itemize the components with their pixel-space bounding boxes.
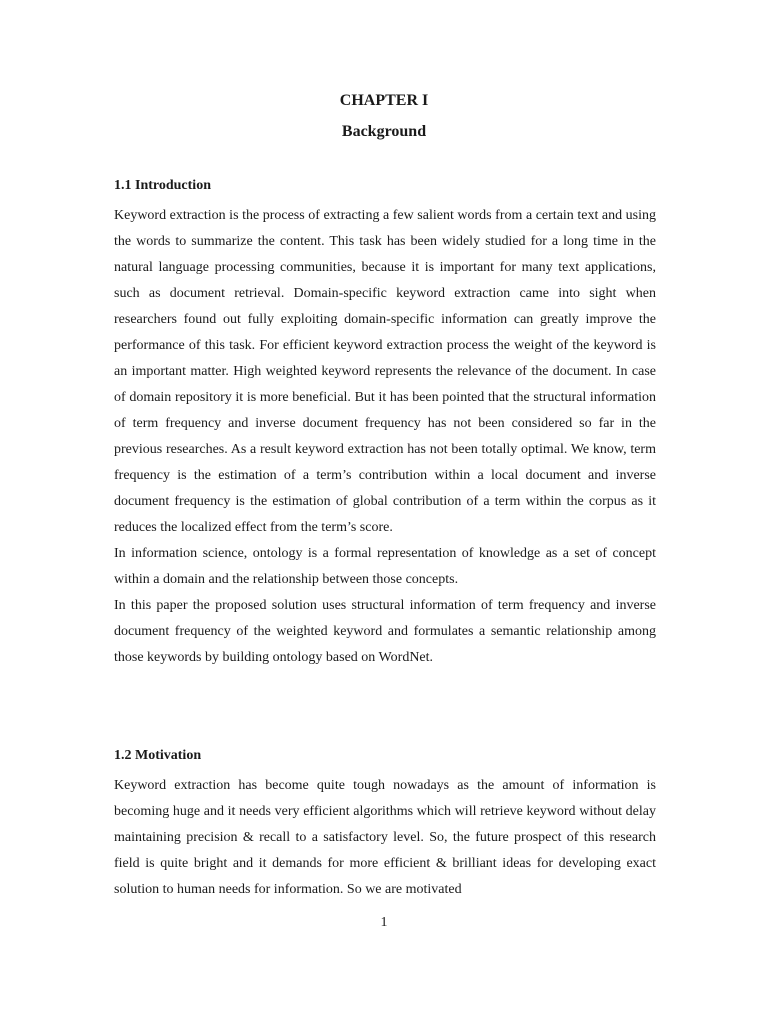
chapter-title: Background xyxy=(341,123,427,140)
section-heading-motivation: 1.2 Motivation xyxy=(114,748,202,763)
page-number: 1 xyxy=(380,915,388,930)
section-heading-introduction: 1.1 Introduction xyxy=(114,178,211,193)
intro-paragraph-1: Keyword extraction is the process of extracting a few salient words from a certain text and using the words to summarize the content. This task has been widely studied for a long time in the natural language processing communities, because it is important for many text applications, such as document retrieval. Domain-specific keyword extraction came into sight when researchers found out fully exploiting domain-specific information can greatly improve the performance of this task. For efficient keyword extraction process the weight of the keyword is an important matter. High weighted keyword represents the relevance of the document. In case of domain repository it is more beneficial. But it has been pointed that the structural information of term frequency and inverse document frequency has not been considered so far in the previous researches. As a result keyword extraction has not been totally optimal. We know, term frequency is the estimation of a term’s contribution within a local document and inverse document frequency is the estimation of global contribution of a term within the corpus as it reduces the localized effect from the term’s score. xyxy=(114,208,656,535)
motivation-paragraph-1: Keyword extraction has become quite tough nowadays as the amount of information is becoming huge and it needs very efficient algorithms which will retrieve keyword without delay maintaining precision & recall to a satisfactory level. So, the future prospect of this research field is quite bright and it demands for more efficient & brilliant ideas for developing exact solution to human needs for information. So we are motivated xyxy=(114,778,656,897)
chapter-number: CHAPTER I xyxy=(339,92,429,109)
section-motivation xyxy=(114,747,656,903)
intro-paragraph-3: In this paper the proposed solution uses structural information of term frequency and inverse document frequency of the weighted keyword and formulates a semantic relationship among those keywords by building ontology based on WordNet. xyxy=(114,598,656,665)
section-introduction xyxy=(114,177,656,671)
intro-paragraph-2: In information science, ontology is a formal representation of knowledge as a set of concept within a domain and the relationship between those concepts. xyxy=(114,546,656,587)
